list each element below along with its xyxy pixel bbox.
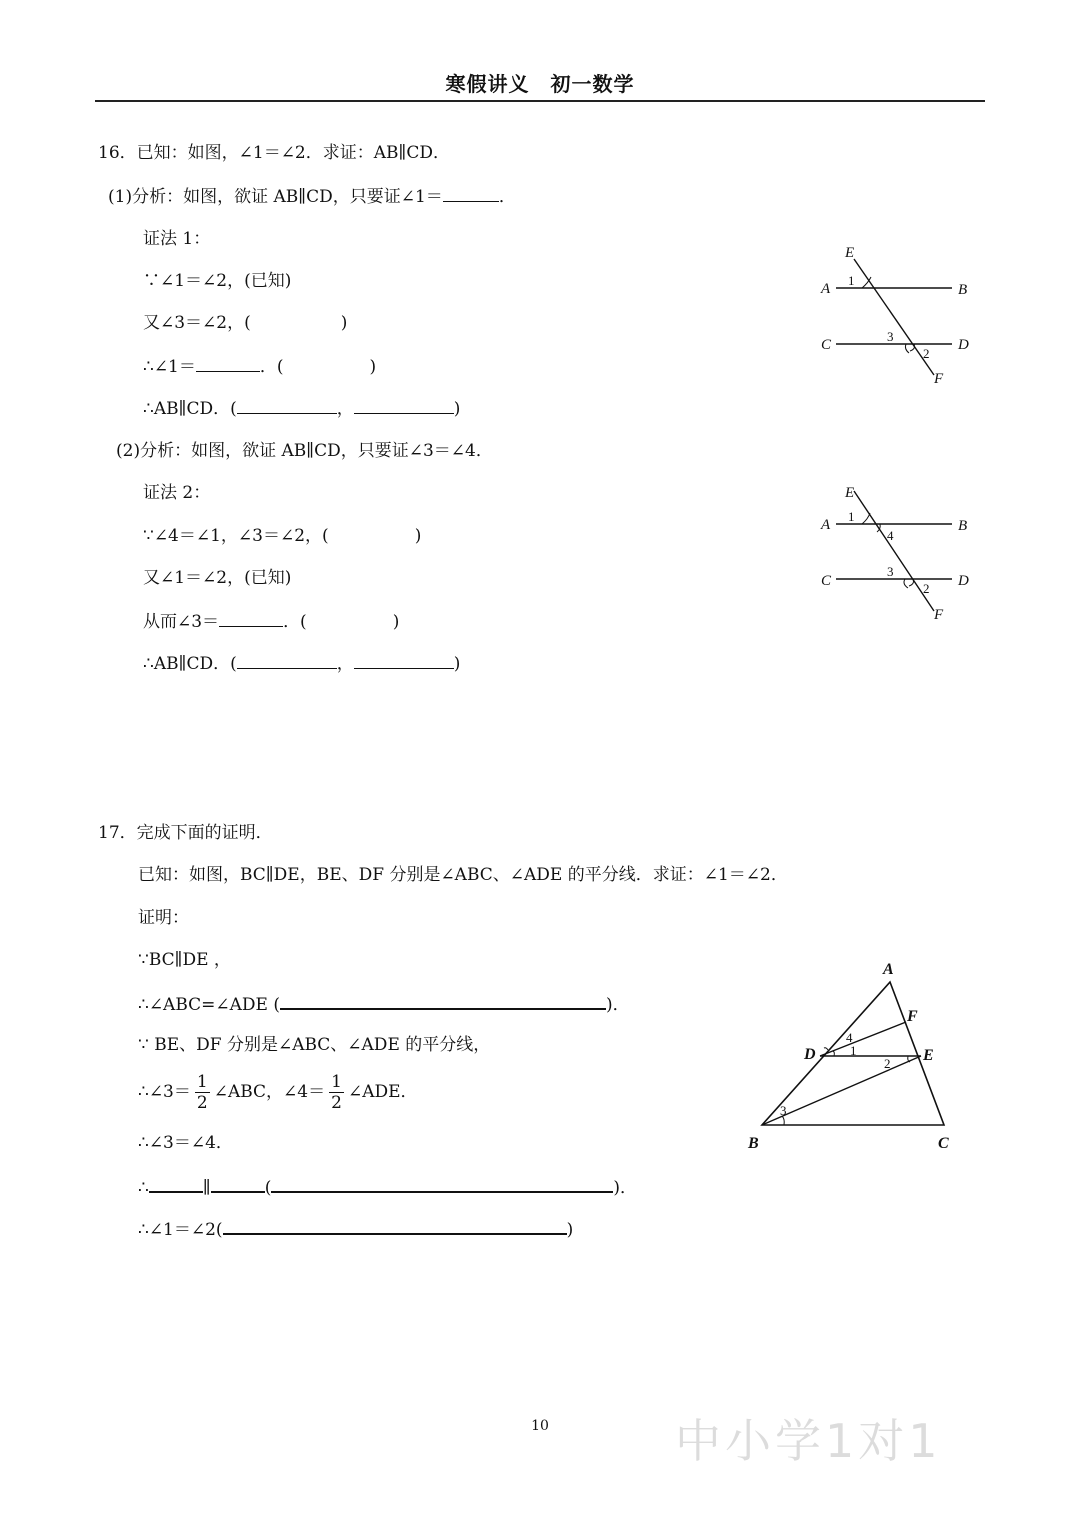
angle-1-arc — [862, 513, 870, 524]
angle-4-label: 4 — [887, 528, 894, 543]
label-b: B — [958, 518, 968, 534]
q17-stem: 17．完成下面的证明． — [98, 823, 273, 843]
angle-4-label: 4 — [846, 1030, 853, 1045]
label-d: D — [958, 337, 969, 353]
label-a: A — [821, 281, 831, 297]
answer-blank[interactable] — [237, 652, 337, 669]
answer-blank[interactable] — [196, 355, 260, 372]
label-c: C — [821, 337, 832, 353]
line-text: ∴∠3＝ — [138, 1082, 191, 1102]
q17-line5: ∴∠3＝∠4． — [138, 1133, 233, 1153]
line-text: 又∠3＝∠2，( — [143, 313, 251, 333]
line-text: ) — [566, 1220, 574, 1240]
parallel-lines-figure-1 — [810, 245, 980, 390]
line-text: ) — [414, 526, 422, 546]
line-text: ∴∠1＝ — [143, 357, 196, 377]
watermark: 中小学1对1 — [675, 1414, 942, 1468]
line-text: ∥ — [202, 1178, 211, 1198]
line-text: ∠ABC，∠4＝ — [213, 1082, 326, 1102]
label-d: D — [958, 573, 969, 589]
line-text: ∴AB∥CD．( — [143, 399, 237, 419]
angle-2-arc — [909, 579, 914, 586]
fraction-half — [329, 1072, 344, 1113]
q16-method2-line2: 又∠1＝∠2，(已知) — [143, 568, 292, 588]
label-f: F — [907, 1008, 918, 1025]
q16-stem: 16．已知：如图，∠1＝∠2．求证：AB∥CD． — [98, 143, 451, 163]
fraction-numerator: 1 — [196, 1072, 208, 1092]
angle-3-arc — [905, 344, 909, 353]
page-title: 寒假讲义 初一数学 — [445, 72, 635, 96]
label-e: E — [923, 1047, 934, 1064]
line-text: ∴∠ABC=∠ADE ( — [138, 995, 280, 1015]
label-e: E — [845, 485, 855, 501]
angle-2-arc — [910, 344, 915, 351]
label-c: C — [821, 573, 832, 589]
line-text: )． — [613, 1178, 637, 1198]
q16-method1-line2 — [143, 312, 347, 334]
answer-blank[interactable] — [280, 992, 606, 1010]
q16-method1-line3 — [143, 355, 376, 378]
q16-method1-title: 证法 1： — [143, 229, 211, 249]
answer-blank[interactable] — [237, 397, 337, 414]
q17-line3: ∵ BE、DF 分别是∠ABC、∠ADE 的平分线， — [138, 1035, 491, 1055]
q16-method1-line1: ∵∠1＝∠2，(已知) — [143, 271, 292, 291]
line-text: ∵∠4＝∠1，∠3＝∠2，( — [143, 526, 329, 546]
line-text: )． — [606, 995, 630, 1015]
q16-part2-analysis: (2)分析：如图，欲证 AB∥CD，只要证∠3＝∠4． — [116, 441, 493, 461]
fraction-denominator: 2 — [331, 1093, 342, 1113]
q16-part1-analysis: (1)分析：如图，欲证 AB∥CD，只要证∠1＝ ． — [108, 187, 516, 207]
q17-line6 — [138, 1175, 637, 1199]
angle-1-label: 1 — [848, 509, 855, 524]
line-text: ．( — [259, 357, 284, 377]
line-text: ) — [453, 654, 461, 674]
q16-method2-title: 证法 2： — [143, 483, 211, 503]
line-text: ．( — [283, 612, 307, 632]
answer-blank[interactable] — [149, 1175, 203, 1193]
angle-3-label: 3 — [887, 329, 894, 344]
line-text: ∴ — [138, 1178, 149, 1198]
triangle-figure — [740, 955, 970, 1160]
line-text: ) — [369, 357, 377, 377]
line-text: ∴∠1＝∠2( — [138, 1220, 223, 1240]
line-text: ∠ADE． — [347, 1082, 418, 1102]
answer-blank[interactable] — [354, 397, 454, 414]
answer-blank[interactable] — [219, 610, 283, 627]
q16-method2-line3 — [143, 610, 399, 633]
answer-blank[interactable] — [271, 1175, 613, 1193]
line-text: ， — [336, 399, 354, 419]
line-text: ( — [264, 1178, 272, 1198]
answer-blank[interactable] — [223, 1217, 567, 1235]
q16-method2-line1 — [143, 525, 421, 547]
q16-part1-analysis-text: (1)分析：如图，欲证 AB∥CD，只要证∠1＝ — [108, 187, 443, 207]
line-text: ∴AB∥CD．( — [143, 654, 237, 674]
line-text: ) — [340, 313, 348, 333]
angle-3-label: 3 — [780, 1103, 787, 1118]
transversal-ef — [854, 259, 934, 375]
line-text: ) — [392, 612, 400, 632]
q17-given: 已知：如图，BC∥DE，BE、DF 分别是∠ABC、∠ADE 的平分线．求证：∠1＝∠2． — [138, 865, 788, 885]
label-a: A — [821, 517, 831, 533]
page-header — [95, 64, 985, 102]
angle-2-label: 2 — [884, 1056, 891, 1071]
q16-method1-line4 — [143, 397, 460, 420]
label-f: F — [934, 371, 944, 387]
angle-1-label: 1 — [848, 273, 855, 288]
q17-line4 — [138, 1068, 418, 1116]
transversal-ef — [854, 491, 934, 611]
q16-method2-line4 — [143, 652, 460, 675]
q17-line7 — [138, 1217, 573, 1241]
angle-4-arc — [824, 1048, 828, 1050]
angle-2-label: 2 — [923, 581, 930, 596]
label-b: B — [748, 1135, 759, 1152]
answer-blank[interactable] — [443, 185, 499, 202]
fraction-numerator: 1 — [331, 1072, 342, 1092]
answer-blank[interactable] — [354, 652, 454, 669]
label-e: E — [845, 245, 855, 261]
label-d: D — [804, 1046, 816, 1063]
parallel-lines-figure-2 — [810, 481, 980, 626]
page-number: 10 — [531, 1418, 549, 1434]
q17-line1: ∵BC∥DE ， — [138, 950, 231, 970]
angle-1-label: 1 — [850, 1043, 857, 1058]
label-a: A — [883, 961, 894, 978]
answer-blank[interactable] — [211, 1175, 265, 1193]
line-text: ) — [453, 399, 461, 419]
fraction-half — [195, 1072, 210, 1113]
label-f: F — [934, 607, 944, 623]
angle-3-label: 3 — [887, 564, 894, 579]
q17-proof-title: 证明： — [138, 908, 189, 928]
line-text: 从而∠3＝ — [143, 612, 220, 632]
line-text: ， — [336, 654, 354, 674]
label-c: C — [938, 1135, 949, 1152]
angle-2-label: 2 — [923, 346, 930, 361]
label-b: B — [958, 282, 968, 298]
fraction-denominator: 2 — [196, 1093, 208, 1113]
q17-line2 — [138, 992, 630, 1016]
segment-df — [820, 1022, 906, 1056]
angle-3-arc — [904, 579, 908, 588]
